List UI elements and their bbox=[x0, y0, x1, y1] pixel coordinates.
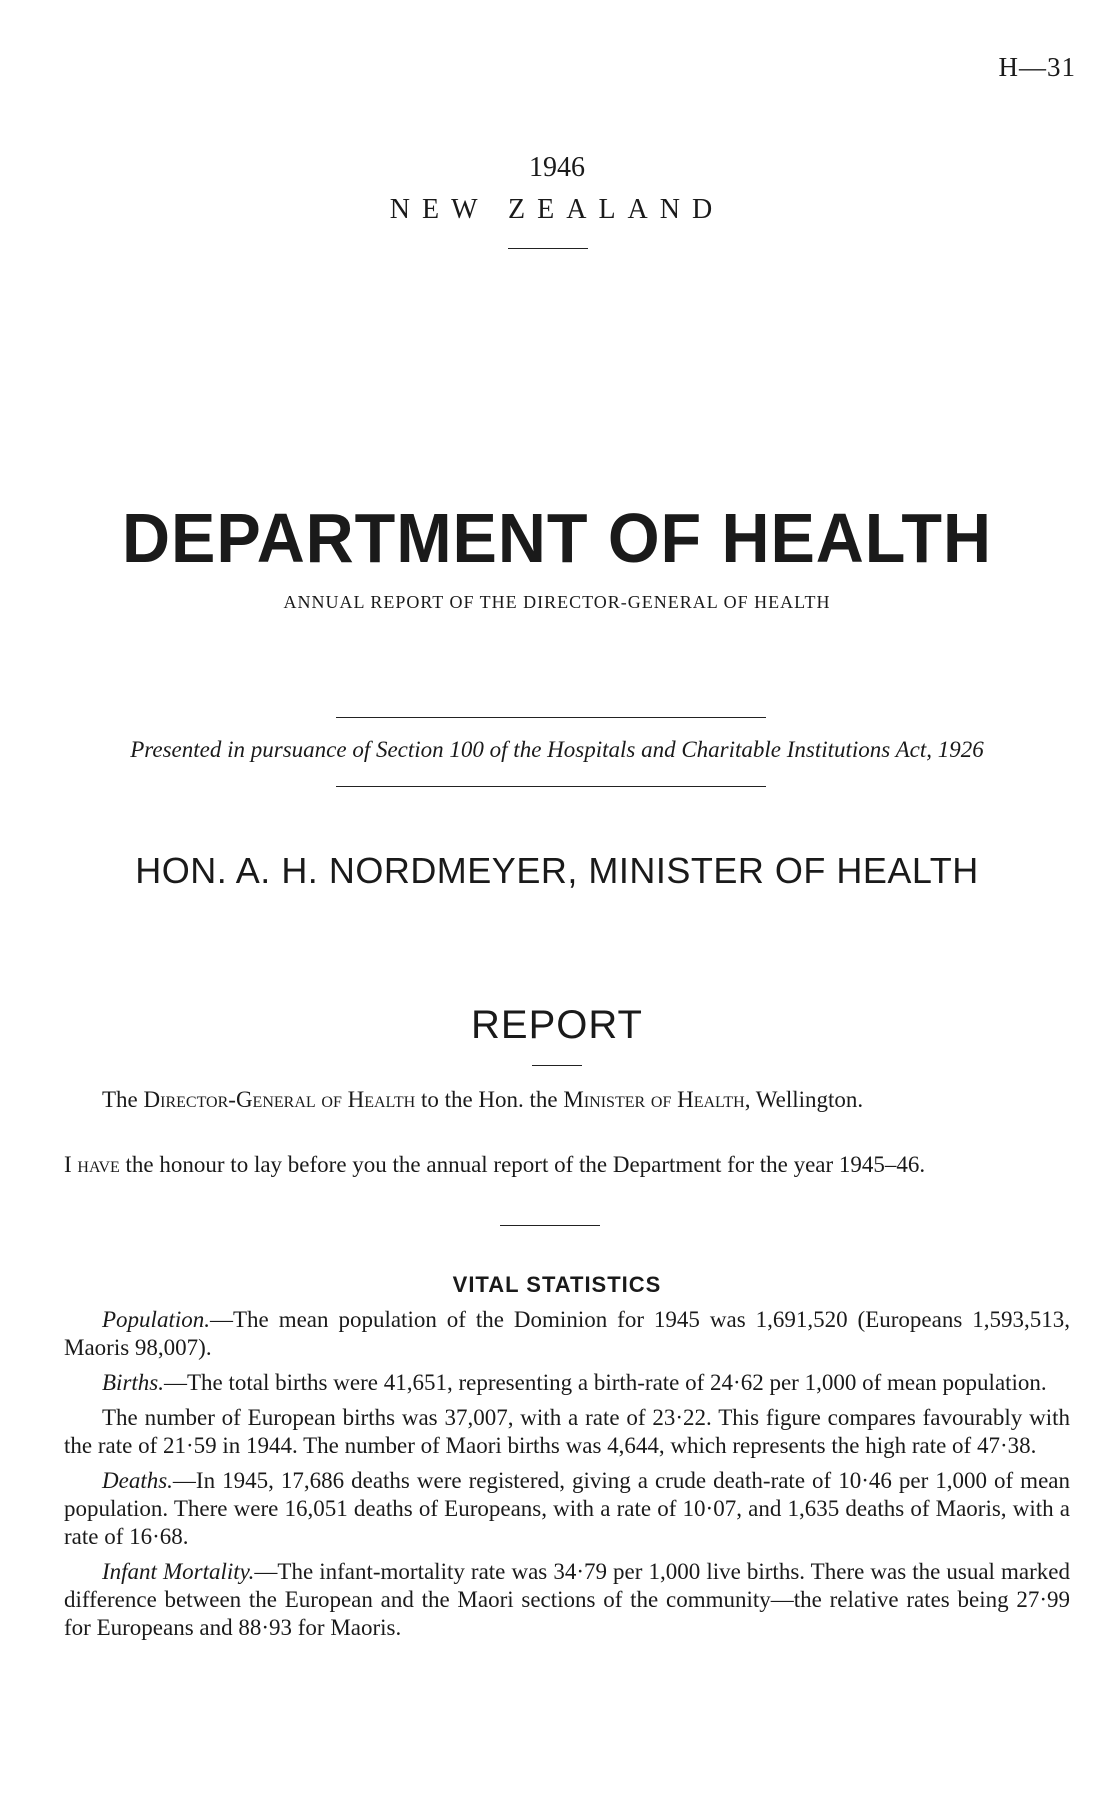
paragraph-lead: Infant Mortality. bbox=[102, 1559, 255, 1584]
year: 1946 bbox=[529, 152, 585, 183]
intro-lead: I have bbox=[64, 1152, 120, 1177]
statistics-body bbox=[64, 1306, 1070, 1642]
divider bbox=[500, 1225, 600, 1226]
paragraph-text: —The total births were 41,651, representing a birth-rate of 24·62 per 1,000 of mean population. bbox=[163, 1370, 1047, 1395]
country-title: NEW ZEALAND bbox=[389, 194, 725, 225]
divider bbox=[508, 248, 588, 249]
section-heading: VITAL STATISTICS bbox=[452, 1272, 662, 1297]
paragraph-text: —In 1945, 17,686 deaths were registered, giving a crude death-rate of 10·46 per 1,000 of mean population. There were 16,051 deaths of Europeans, with a rate of 10·07, and 1,635 deaths of Maoris, with a rate of 16·68. bbox=[64, 1468, 1070, 1549]
minister-heading: HON. A. H. NORDMEYER, MINISTER OF HEALTH bbox=[135, 850, 979, 891]
salutation-the: The bbox=[102, 1087, 144, 1112]
intro-paragraph bbox=[64, 1151, 1070, 1179]
page-reference: H—31 bbox=[998, 52, 1076, 82]
report-heading: REPORT bbox=[471, 1003, 643, 1047]
report-subtitle: ANNUAL REPORT OF THE DIRECTOR-GENERAL OF HEALTH bbox=[283, 592, 831, 612]
intro-text: the honour to lay before you the annual report of the Department for the year 1945–46. bbox=[119, 1152, 926, 1177]
paragraph-deaths bbox=[64, 1467, 1070, 1551]
paragraph-text: The number of European births was 37,007, with a rate of 23·22. This figure compares favourably with the rate of 21·59 in 1944. The number of Maori births was 4,644, which represents the high rate of 47·38. bbox=[64, 1405, 1070, 1458]
paragraph-lead: Population. bbox=[102, 1307, 210, 1332]
presented-statement: Presented in pursuance of Section 100 of the Hospitals and Charitable Institutions Act, 1926 bbox=[130, 737, 984, 762]
paragraph-lead: Births. bbox=[102, 1370, 164, 1395]
salutation-place: , Wellington. bbox=[744, 1087, 864, 1112]
salutation-sender: Director-General of Health bbox=[143, 1087, 416, 1112]
paragraph-european-births bbox=[64, 1404, 1070, 1460]
salutation-recipient: Minister of Health bbox=[563, 1087, 745, 1112]
paragraph-text: —The infant-mortality rate was 34·79 per 1,000 live births. There was the usual marked difference between the European and the Maori sections of the community—the relative rates being 27·99 for Europeans and 88·93 for Maoris. bbox=[64, 1559, 1070, 1640]
salutation-to: to the Hon. the bbox=[415, 1087, 564, 1112]
department-title: DEPARTMENT OF HEALTH bbox=[122, 499, 992, 577]
paragraph-births bbox=[64, 1369, 1070, 1397]
divider bbox=[336, 717, 766, 718]
salutation bbox=[64, 1086, 1108, 1114]
paragraph-population bbox=[64, 1306, 1070, 1362]
paragraph-infant-mortality bbox=[64, 1558, 1070, 1642]
paragraph-lead: Deaths. bbox=[102, 1468, 173, 1493]
divider bbox=[532, 1065, 582, 1066]
paragraph-text: —The mean population of the Dominion for 1945 was 1,691,520 (Europeans 1,593,513, Maoris 98,007). bbox=[64, 1307, 1070, 1360]
divider bbox=[336, 786, 766, 787]
